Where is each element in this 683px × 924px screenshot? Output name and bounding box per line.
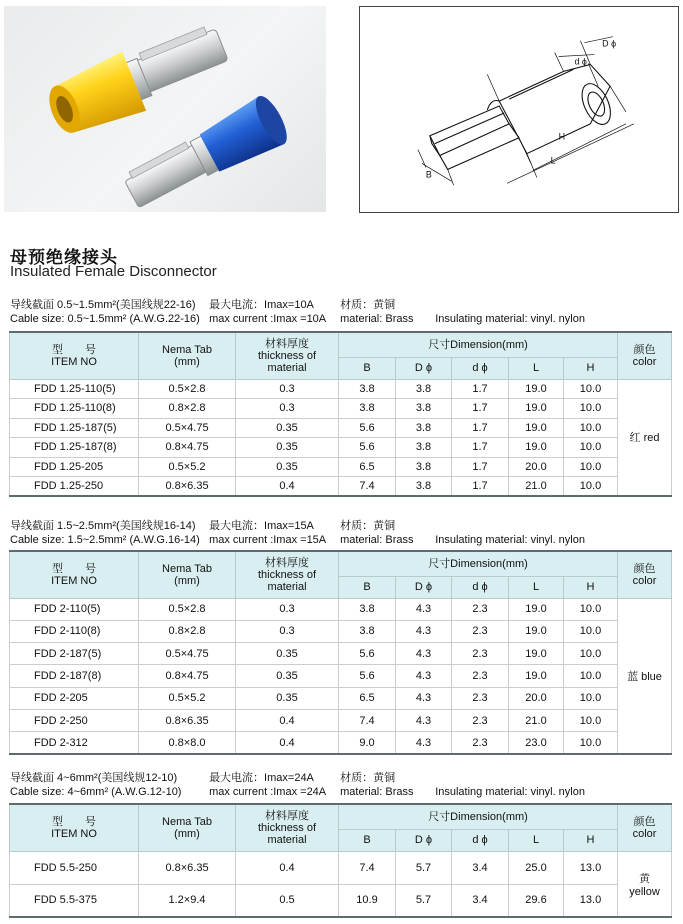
nema-tab: 0.8×4.75 bbox=[139, 438, 236, 458]
dim-d: 2.3 bbox=[452, 687, 509, 709]
header-L: L bbox=[509, 357, 564, 379]
dim-d: 1.7 bbox=[452, 438, 509, 458]
label-B: B bbox=[425, 169, 432, 180]
table-body-2 bbox=[10, 598, 672, 754]
spec-en-3 bbox=[10, 786, 585, 798]
header-D: D ϕ bbox=[396, 576, 452, 598]
label-d: d ϕ bbox=[574, 56, 587, 67]
dim-d: 2.3 bbox=[452, 598, 509, 620]
dim-d: 3.4 bbox=[452, 884, 509, 917]
item-no: FDD 5.5-250 bbox=[10, 851, 139, 884]
dim-H: 10.0 bbox=[564, 598, 618, 620]
spec-material-en: material: Brass bbox=[340, 534, 414, 546]
dim-D: 3.8 bbox=[396, 438, 452, 458]
header-color: 颜色 color bbox=[618, 551, 672, 598]
thickness: 0.3 bbox=[236, 620, 339, 642]
dim-D: 4.3 bbox=[396, 620, 452, 642]
spec-cn-3 bbox=[10, 772, 395, 784]
dim-D: 5.7 bbox=[396, 884, 452, 917]
header-d: d ϕ bbox=[452, 357, 509, 379]
nema-tab: 0.8×8.0 bbox=[139, 732, 236, 754]
header-thickness: 材料厚度 thickness of material bbox=[236, 804, 339, 851]
label-H: H bbox=[558, 131, 566, 142]
thickness: 0.35 bbox=[236, 457, 339, 477]
dim-B: 3.8 bbox=[339, 379, 396, 399]
thickness: 0.35 bbox=[236, 665, 339, 687]
thickness: 0.35 bbox=[236, 418, 339, 438]
nema-tab: 0.8×2.8 bbox=[139, 620, 236, 642]
dim-B: 5.6 bbox=[339, 418, 396, 438]
spec-cn-1 bbox=[10, 299, 395, 311]
spec-current-cn: 最大电流：Imax=15A bbox=[209, 520, 314, 532]
spec-material-cn: 材质：黄铜 bbox=[340, 772, 396, 784]
spec-table-2 bbox=[9, 550, 672, 755]
dim-L: 19.0 bbox=[509, 418, 564, 438]
dim-L: 23.0 bbox=[509, 732, 564, 754]
spec-table-1 bbox=[9, 331, 672, 497]
spec-cable-en: Cable size: 4~6mm² (A.W.G.12-10) bbox=[10, 786, 182, 798]
dim-B: 7.4 bbox=[339, 477, 396, 497]
dim-H: 10.0 bbox=[564, 687, 618, 709]
nema-tab: 0.8×6.35 bbox=[139, 851, 236, 884]
item-no: FDD 2-187(5) bbox=[10, 643, 139, 665]
header-H: H bbox=[564, 829, 618, 851]
dim-L: 19.0 bbox=[509, 665, 564, 687]
dim-H: 10.0 bbox=[564, 399, 618, 419]
dim-H: 13.0 bbox=[564, 884, 618, 917]
header-tab: Nema Tab (mm) bbox=[139, 332, 236, 379]
item-no: FDD 2-187(8) bbox=[10, 665, 139, 687]
dim-H: 10.0 bbox=[564, 665, 618, 687]
color-en: blue bbox=[641, 670, 662, 683]
item-no: FDD 2-250 bbox=[10, 709, 139, 731]
dim-L: 25.0 bbox=[509, 851, 564, 884]
dim-H: 10.0 bbox=[564, 438, 618, 458]
dim-D: 4.3 bbox=[396, 665, 452, 687]
header-d: d ϕ bbox=[452, 829, 509, 851]
dim-D: 3.8 bbox=[396, 457, 452, 477]
dim-B: 5.6 bbox=[339, 438, 396, 458]
dim-L: 21.0 bbox=[509, 477, 564, 497]
dim-H: 10.0 bbox=[564, 379, 618, 399]
nema-tab: 0.8×2.8 bbox=[139, 399, 236, 419]
thickness: 0.4 bbox=[236, 709, 339, 731]
dim-B: 5.6 bbox=[339, 643, 396, 665]
dim-B: 5.6 bbox=[339, 665, 396, 687]
dim-B: 7.4 bbox=[339, 709, 396, 731]
nema-tab: 0.5×5.2 bbox=[139, 457, 236, 477]
table-row bbox=[10, 620, 672, 642]
table-row bbox=[10, 687, 672, 709]
table-row bbox=[10, 379, 672, 399]
nema-tab: 0.8×6.35 bbox=[139, 709, 236, 731]
table-row bbox=[10, 709, 672, 731]
dim-L: 20.0 bbox=[509, 687, 564, 709]
item-no: FDD 1.25-110(5) bbox=[10, 379, 139, 399]
dim-D: 3.8 bbox=[396, 379, 452, 399]
header-item: 型 号 ITEM NO bbox=[10, 804, 139, 851]
table-row bbox=[10, 665, 672, 687]
thickness: 0.3 bbox=[236, 598, 339, 620]
color-cell bbox=[618, 598, 672, 754]
dim-H: 10.0 bbox=[564, 477, 618, 497]
nema-tab: 0.5×5.2 bbox=[139, 687, 236, 709]
table-row bbox=[10, 598, 672, 620]
header-tab: Nema Tab (mm) bbox=[139, 804, 236, 851]
item-no: FDD 1.25-187(8) bbox=[10, 438, 139, 458]
nema-tab: 0.5×2.8 bbox=[139, 379, 236, 399]
header-color: 颜色 color bbox=[618, 332, 672, 379]
table-row bbox=[10, 438, 672, 458]
header-d: d ϕ bbox=[452, 576, 509, 598]
dim-L: 19.0 bbox=[509, 598, 564, 620]
spec-material-en: material: Brass bbox=[340, 786, 414, 798]
spec-cable-en: Cable size: 0.5~1.5mm² (A.W.G.22-16) bbox=[10, 313, 200, 325]
dim-L: 19.0 bbox=[509, 438, 564, 458]
thickness: 0.35 bbox=[236, 438, 339, 458]
dim-d: 1.7 bbox=[452, 379, 509, 399]
header-color: 颜色 color bbox=[618, 804, 672, 851]
thickness: 0.3 bbox=[236, 379, 339, 399]
nema-tab: 0.8×6.35 bbox=[139, 477, 236, 497]
dim-H: 10.0 bbox=[564, 643, 618, 665]
header-thickness: 材料厚度 thickness of material bbox=[236, 332, 339, 379]
nema-tab: 1.2×9.4 bbox=[139, 884, 236, 917]
spec-current-cn: 最大电流：Imax=24A bbox=[209, 772, 314, 784]
color-cell bbox=[618, 851, 672, 917]
thickness: 0.5 bbox=[236, 884, 339, 917]
dim-L: 19.0 bbox=[509, 399, 564, 419]
spec-current-en: max current :Imax =10A bbox=[209, 313, 327, 325]
dim-D: 3.8 bbox=[396, 477, 452, 497]
header-item: 型 号 ITEM NO bbox=[10, 332, 139, 379]
header-B: B bbox=[339, 829, 396, 851]
header-L: L bbox=[509, 576, 564, 598]
dim-D: 4.3 bbox=[396, 709, 452, 731]
table-row bbox=[10, 457, 672, 477]
item-no: FDD 1.25-187(5) bbox=[10, 418, 139, 438]
nema-tab: 0.5×4.75 bbox=[139, 418, 236, 438]
table-row bbox=[10, 884, 672, 917]
dim-d: 2.3 bbox=[452, 665, 509, 687]
table-body-3 bbox=[10, 851, 672, 917]
header-thickness: 材料厚度 thickness of material bbox=[236, 551, 339, 598]
dim-D: 4.3 bbox=[396, 687, 452, 709]
table-row bbox=[10, 418, 672, 438]
nema-tab: 0.8×4.75 bbox=[139, 665, 236, 687]
label-L: L bbox=[550, 155, 556, 166]
dim-D: 4.3 bbox=[396, 598, 452, 620]
spec-current-cn: 最大电流：Imax=10A bbox=[209, 299, 314, 311]
dim-d: 2.3 bbox=[452, 620, 509, 642]
dim-d: 1.7 bbox=[452, 477, 509, 497]
table-body-1 bbox=[10, 379, 672, 496]
dim-d: 2.3 bbox=[452, 732, 509, 754]
dim-d: 1.7 bbox=[452, 418, 509, 438]
dim-B: 3.8 bbox=[339, 399, 396, 419]
header-dimension: 尺寸Dimension(mm) bbox=[339, 804, 618, 829]
spec-material-cn: 材质：黄铜 bbox=[340, 299, 396, 311]
dim-B: 3.8 bbox=[339, 598, 396, 620]
spec-cable-cn: 导线截面 1.5~2.5mm²(美国线规16-14) bbox=[10, 520, 196, 532]
header-H: H bbox=[564, 576, 618, 598]
dimension-drawing bbox=[359, 6, 679, 213]
dim-L: 20.0 bbox=[509, 457, 564, 477]
title-chinese: 母预绝缘接头 bbox=[10, 248, 118, 267]
dim-H: 10.0 bbox=[564, 732, 618, 754]
item-no: FDD 1.25-205 bbox=[10, 457, 139, 477]
item-no: FDD 2-312 bbox=[10, 732, 139, 754]
header-B: B bbox=[339, 576, 396, 598]
connector-line-drawing bbox=[360, 7, 678, 212]
dim-d: 2.3 bbox=[452, 643, 509, 665]
dim-L: 19.0 bbox=[509, 379, 564, 399]
dim-d: 3.4 bbox=[452, 851, 509, 884]
dim-B: 9.0 bbox=[339, 732, 396, 754]
item-no: FDD 2-110(8) bbox=[10, 620, 139, 642]
header-item: 型 号 ITEM NO bbox=[10, 551, 139, 598]
spec-current-en: max current :Imax =15A bbox=[209, 534, 327, 546]
dim-B: 7.4 bbox=[339, 851, 396, 884]
spec-current-en: max current :Imax =24A bbox=[209, 786, 327, 798]
spec-cable-cn: 导线截面 4~6mm²(美国线规12-10) bbox=[10, 772, 178, 784]
nema-tab: 0.5×4.75 bbox=[139, 643, 236, 665]
label-D: D ϕ bbox=[602, 38, 617, 49]
header-H: H bbox=[564, 357, 618, 379]
item-no: FDD 2-205 bbox=[10, 687, 139, 709]
table-row bbox=[10, 851, 672, 884]
header-L: L bbox=[509, 829, 564, 851]
dim-H: 10.0 bbox=[564, 457, 618, 477]
table-row bbox=[10, 399, 672, 419]
dim-L: 19.0 bbox=[509, 620, 564, 642]
spec-material-cn: 材质：黄铜 bbox=[340, 520, 396, 532]
header-D: D ϕ bbox=[396, 357, 452, 379]
color-cn: 黄 bbox=[639, 872, 650, 885]
dim-d: 1.7 bbox=[452, 399, 509, 419]
item-no: FDD 2-110(5) bbox=[10, 598, 139, 620]
dim-D: 5.7 bbox=[396, 851, 452, 884]
dim-H: 10.0 bbox=[564, 709, 618, 731]
spec-insulation-en: Insulating material: vinyl. nylon bbox=[435, 313, 585, 325]
dim-B: 6.5 bbox=[339, 687, 396, 709]
spec-en-2 bbox=[10, 534, 585, 546]
dim-D: 3.8 bbox=[396, 418, 452, 438]
header-dimension: 尺寸Dimension(mm) bbox=[339, 332, 618, 357]
dim-B: 3.8 bbox=[339, 620, 396, 642]
dim-H: 10.0 bbox=[564, 418, 618, 438]
dim-H: 13.0 bbox=[564, 851, 618, 884]
spec-cable-en: Cable size: 1.5~2.5mm² (A.W.G.16-14) bbox=[10, 534, 200, 546]
spec-cable-cn: 导线截面 0.5~1.5mm²(美国线规22-16) bbox=[10, 299, 196, 311]
color-cn: 蓝 bbox=[627, 670, 639, 683]
title-english: Insulated Female Disconnector bbox=[10, 263, 217, 280]
dim-L: 19.0 bbox=[509, 643, 564, 665]
nema-tab: 0.5×2.8 bbox=[139, 598, 236, 620]
spec-en-1 bbox=[10, 313, 585, 325]
dim-L: 29.6 bbox=[509, 884, 564, 917]
dim-d: 1.7 bbox=[452, 457, 509, 477]
header-D: D ϕ bbox=[396, 829, 452, 851]
spec-cn-2 bbox=[10, 520, 395, 532]
table-row bbox=[10, 643, 672, 665]
item-no: FDD 1.25-110(8) bbox=[10, 399, 139, 419]
header-tab: Nema Tab (mm) bbox=[139, 551, 236, 598]
color-en: red bbox=[643, 432, 660, 445]
dim-D: 4.3 bbox=[396, 732, 452, 754]
dim-B: 10.9 bbox=[339, 884, 396, 917]
thickness: 0.35 bbox=[236, 643, 339, 665]
header-dimension: 尺寸Dimension(mm) bbox=[339, 551, 618, 576]
dim-H: 10.0 bbox=[564, 620, 618, 642]
color-en: yellow bbox=[629, 885, 660, 898]
thickness: 0.4 bbox=[236, 732, 339, 754]
dim-B: 6.5 bbox=[339, 457, 396, 477]
table-row bbox=[10, 477, 672, 497]
table-row bbox=[10, 732, 672, 754]
item-no: FDD 1.25-250 bbox=[10, 477, 139, 497]
thickness: 0.3 bbox=[236, 399, 339, 419]
dim-D: 3.8 bbox=[396, 399, 452, 419]
spec-insulation-en: Insulating material: vinyl. nylon bbox=[435, 534, 585, 546]
spec-material-en: material: Brass bbox=[340, 313, 414, 325]
thickness: 0.4 bbox=[236, 477, 339, 497]
spec-table-3 bbox=[9, 803, 672, 918]
header-B: B bbox=[339, 357, 396, 379]
dim-D: 4.3 bbox=[396, 643, 452, 665]
color-cn: 红 bbox=[629, 432, 641, 445]
dim-d: 2.3 bbox=[452, 709, 509, 731]
color-cell bbox=[618, 379, 672, 496]
thickness: 0.35 bbox=[236, 687, 339, 709]
dim-L: 21.0 bbox=[509, 709, 564, 731]
item-no: FDD 5.5-375 bbox=[10, 884, 139, 917]
thickness: 0.4 bbox=[236, 851, 339, 884]
spec-insulation-en: Insulating material: vinyl. nylon bbox=[435, 786, 585, 798]
connector-photo-illustration bbox=[4, 6, 326, 212]
product-photo bbox=[4, 6, 326, 212]
